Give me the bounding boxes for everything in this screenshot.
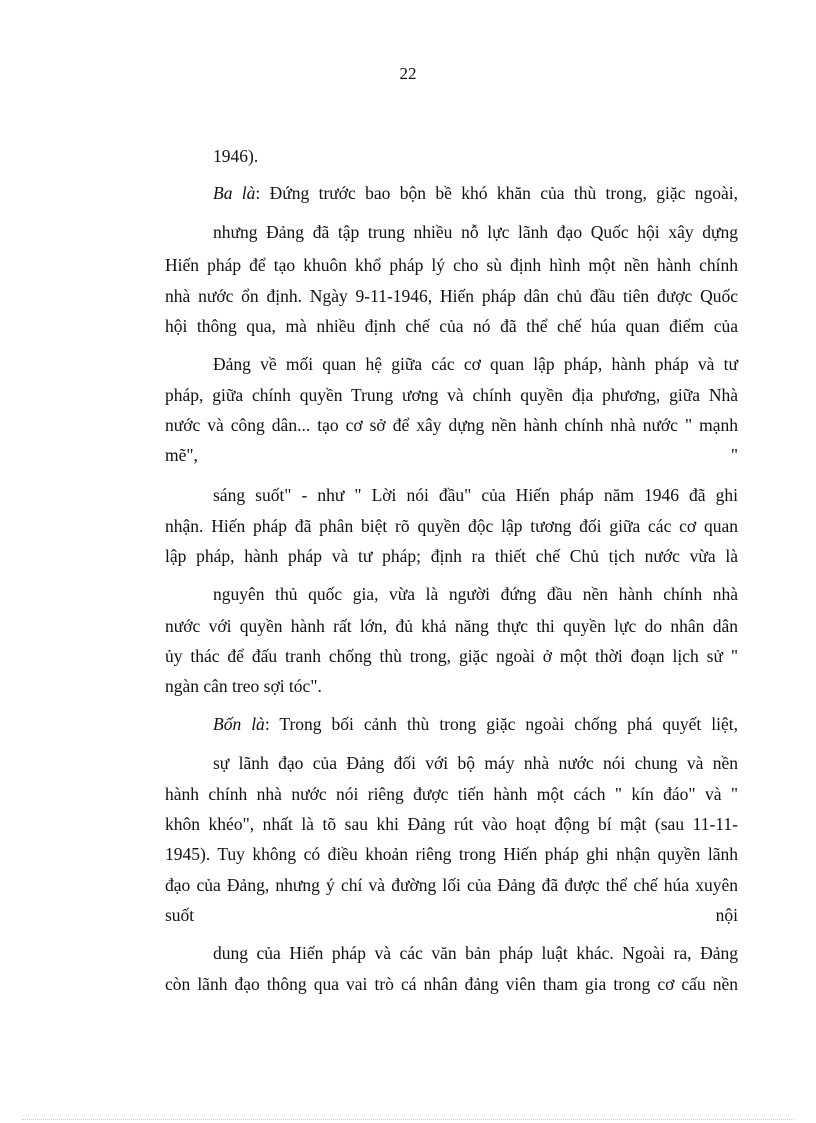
text-line: 1945). Tuy không có điều khoản riêng trong Hiến pháp ghi nhận quyền lãnh [165,844,738,864]
text-line: dung của Hiến pháp và các văn bản pháp luật khác. Ngoài ra, Đảng [213,943,738,963]
text-line: ủy thác để đấu tranh chống thù trong, giặc ngoài ở một thời đoạn lịch sử " [165,646,738,666]
text-line: hành chính nhà nước nói riêng được tiến hành một cách " kín đáo" và " [165,784,738,804]
text-line [165,904,738,926]
text-line: hội thông qua, mà nhiều định chế của nó đã thể chế húa quan điểm của [165,316,738,336]
section-lead: Bốn là [213,714,265,734]
text-line: 1946). [213,146,259,166]
text-span: mẽ", [165,445,198,465]
text-line: lập pháp, hành pháp và tư pháp; định ra thiết chế Chủ tịch nước vừa là [165,546,738,566]
text-line: nhưng Đảng đã tập trung nhiều nỗ lực lãnh đạo Quốc hội xây dựng [213,222,738,242]
text-line: sự lãnh đạo của Đảng đối với bộ máy nhà nước nói chung và nền [213,753,738,773]
text-span: nội [715,905,738,925]
text-line [213,182,738,204]
text-line [213,713,738,735]
text-line: nguyên thủ quốc gia, vừa là người đứng đầu nền hành chính nhà [213,584,738,604]
text-line: ngàn cân treo sợi tóc". [165,676,322,696]
text-line: khôn khéo", nhất là tõ sau khi Đảng rút vào hoạt động bí mật (sau 11-11- [165,814,738,834]
text-line: nước với quyền hành rất lớn, đủ khả năng thực thi quyền lực do nhân dân [165,616,738,636]
text-line [165,444,738,466]
text-span: suốt [165,905,195,925]
text-line: đạo của Đảng, nhưng ý chí và đường lối của Đảng đã được thể chế húa xuyên [165,875,738,895]
text-line: nhà nước ổn định. Ngày 9-11-1946, Hiến pháp dân chủ đầu tiên được Quốc [165,286,738,306]
text-line: còn lãnh đạo thông qua vai trò cá nhân đảng viên tham gia trong cơ cấu nền [165,974,738,994]
text-span: : Đứng trước bao bộn bề khó khăn của thù trong, giặc ngoài, [255,183,738,203]
text-line: sáng suốt" - như " Lời nói đầu" của Hiến pháp năm 1946 đã ghi [213,485,738,505]
text-line: nhận. Hiến pháp đã phân biệt rõ quyền độc lập tương đối giữa các cơ quan [165,516,738,536]
page-bottom-rule [22,1119,794,1120]
text-line: pháp, giữa chính quyền Trung ương và chính quyền địa phương, giữa Nhà [165,385,738,405]
section-lead: Ba là [213,183,256,203]
text-span: : Trong bối cảnh thù trong giặc ngoài chống phá quyết liệt, [264,714,738,734]
text-line: nước và công dân... tạo cơ sở để xây dựng nền hành chính nhà nước " mạnh [165,415,738,435]
text-line: Đảng về mối quan hệ giữa các cơ quan lập pháp, hành pháp và tư [213,354,738,374]
text-line: Hiến pháp để tạo khuôn khổ pháp lý cho sù định hình một nền hành chính [165,255,738,275]
page-number: 22 [399,64,417,83]
text-span: " [730,445,738,465]
